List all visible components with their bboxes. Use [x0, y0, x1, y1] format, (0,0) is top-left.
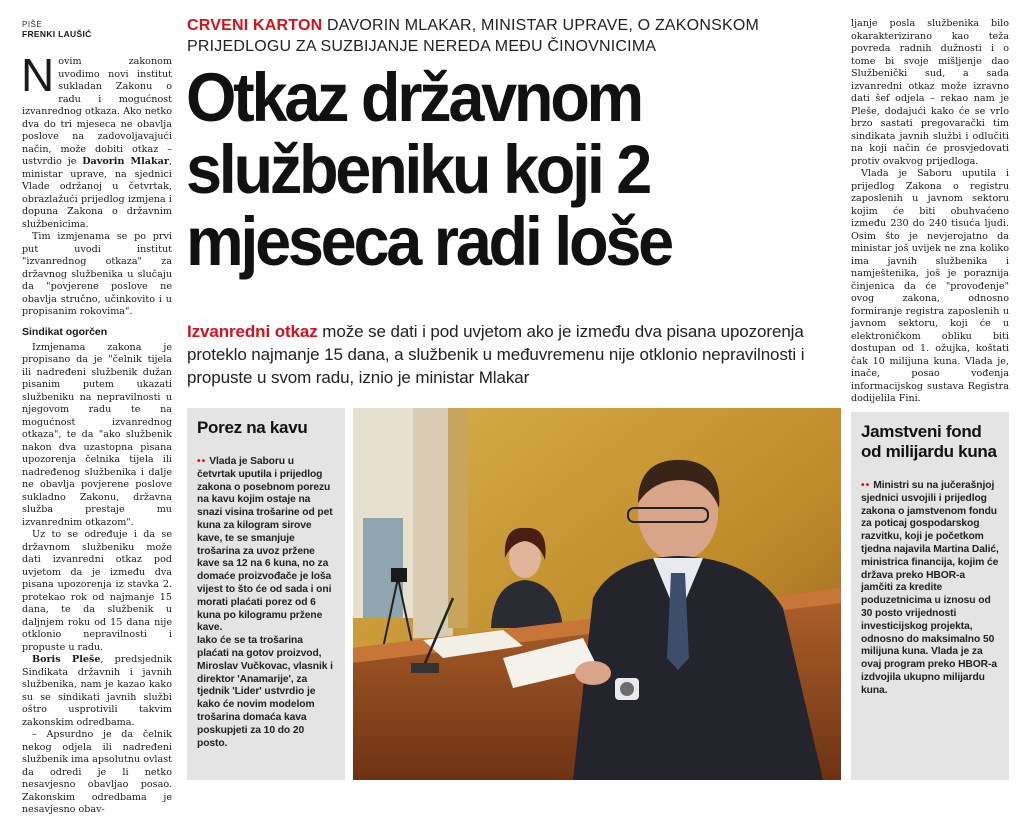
article-paragraph: Boris Pleše, predsjednik Sindikata državnih i javnih službenika, nam je kazao kako su se sindikati javnih službi oštro usprotivili takvim zakonskim odredbama. — [22, 654, 172, 728]
headline — [186, 59, 806, 280]
article-paragraph: Tim izmjenama se po prvi put uvodi institut "izvanrednog otkaza" za državnog službenika u slučaju da "povjerene poslove ne obavlja stručno, učinkovito i u propisanim rokovima". — [22, 231, 172, 317]
box-title: Jamstveni fond od milijardu kuna — [861, 422, 997, 461]
news-photo — [353, 408, 841, 780]
column-right — [851, 18, 1009, 406]
person-name: Davorin Mlakar — [82, 156, 169, 167]
article-paragraph: Novim zakonom uvodimo novi institut sukladan Zakonu o radu i mogućnost izvanrednog otkaza. Ako netko dva do tri mjeseca ne obavlja poslove na zadovoljavajući način, može dobiti otkaz – ustvrdio je Davorin Mlakar, ministar uprave, na sjednici Vlade održanoj u četvrtak, obrazlažući prijedlog izmjena i dopuna Zakona o državnim službenicima. — [21, 49, 172, 230]
headline-line-2: službeniku koji 2 — [186, 131, 650, 208]
sidebar-box-guarantee-fund — [851, 412, 1009, 780]
lead-paragraph — [187, 320, 842, 389]
column-left-top — [21, 49, 172, 319]
article-paragraph: ljanje posla službenika bilo okarakterizirano kao teža povreda radnih dužnosti i o tome bi svoje mišljenje dao Službenički sud, a sada izvanredni otkaz može izravno dati šef odjela – rekao nam je Pleše, dodajući kako će se vrlo brzo sastati pregovarački tim sindikata javnih službi i odlučiti na koji način će prosvjedovati protiv ovakvog prijedloga. — [851, 18, 1009, 167]
article-paragraph: Izmjenama zakona je propisano da je "čelnik tijela ili nadređeni službenik dužan pisanim putem ukazati službeniku na nepravilnosti u njegovom radu te na mogućnost izvanrednog otkaza", te da "ako službenik nakon dva uzastopna pisana upozorenja čelnika tijela ili nadređenog službenika i dalje ne obavlja povjerene poslove sukladno Zakonu, državna služba prestaje mu izvanrednim otkazom". — [22, 341, 172, 528]
lead-text: može se dati i pod uvjetom ako je između dva pisana upozorenja proteklo najmanje 15 dana, a službenik u međuvremenu nije otklonio nepravilnosti i propuste u svom radu, iznio je ministar Mlakar — [187, 322, 805, 387]
person-name: Boris Pleše — [32, 654, 101, 665]
lead-tag: Izvanredni otkaz — [187, 322, 318, 341]
drop-cap: N — [21, 49, 55, 101]
headline-line-3: mjeseca radi loše — [186, 203, 671, 280]
box-title: Porez na kavu — [197, 418, 308, 437]
column-left-bottom — [22, 320, 172, 817]
photo-illustration — [353, 408, 841, 780]
byline — [22, 20, 172, 39]
headline-line-1: Otkaz državnom — [186, 59, 641, 136]
article-paragraph: Vlada je Saboru uputila i prijedlog Zakona o registru zaposlenih u javnom sektoru kojim će biti obuhvaćeno između 230 do 240 tisuća ljudi. Osim što je nevjerojatno da ministar još uvijek ne zna koliko ima javnih službenika i namještenika, još je poraznija činjenica da će "provođenje" ovog zakona, odnosno formiranje registra zaposlenih u javnom sektoru, koji će u elektroničkom obliku biti dostupan od 1. ožujka, koštati čak 10 milijuna kuna. Vlada je, inače, posao vođenja informacijskog sustava Registra dodijelila Fini. — [851, 168, 1009, 404]
kicker — [187, 15, 837, 57]
sidebar-box-coffee-tax — [187, 408, 345, 780]
article-paragraph: – Apsurdno je da čelnik nekog odjela ili nadređeni službenik ima apsolutnu ovlast da odredi je li netko nesavjesno obavljao posao. Zakonskim odredbama je nesavjesno obav- — [22, 729, 172, 815]
byline-label: PIŠE — [22, 20, 43, 29]
box-text: •• Vlada je Saboru u četvrtak uputila i prijedlog zakona o posebnom porezu na kavu kojim ostaje na snazi visina trošarine od pet kuna za kilogram sirove kave, te se smanjuje trošarina za uvoz pržene kave sa 12 na 6 kuna, no za domaće proizvođače je loša vijest to što će od sada i oni morati plaćati porez od 6 kuna po kilogramu pržene kave. Iako će se ta trošarina plaćati na gotov proizvod, Miroslav Vučkovac, vlasnik i direktor 'Anamarije', za tjednik 'Lider' ustvrdio je kako će novim modelom trošarina domaća kava poskupjeti za 10 do 20 posto. — [197, 456, 333, 749]
kicker-text: DAVORIN MLAKAR, MINISTAR UPRAVE, O ZAKONSKOM PRIJEDLOGU ZA SUZBIJANJE NEREDA MEĐU ČINOVNICIMA — [187, 17, 759, 55]
subhead: Sindikat ogorčen — [22, 326, 108, 338]
bullet-dots-icon: •• — [861, 480, 871, 491]
box-text: •• Ministri su na jučerašnjoj sjednici usvojili i prijedlog zakona o jamstvenom fondu za poticaj gospodarskog razvitku, koji je početkom tjedna najavila Martina Dalić, ministrica financija, kojim će država preko HBOR-a jamčiti za kredite poduzetnicima u iznosu od 30 posto vrijednosti investicijskog projekta, odnosno do maksimalno 50 milijuna kuna. Vlada je za ovaj program preko HBOR-a izdvojila ukupno milijardu kuna. — [861, 480, 999, 696]
kicker-tag: CRVENI KARTON — [187, 17, 323, 34]
article-paragraph: Uz to se određuje i da se državnom službeniku može dati izvanredni otkaz pod uvjetom da je između dva pisana upozorenja iz stavka 2. protekao rok od najmanje 15 dana, te da službenik u daljnjem roku od 15 dana nije otklonio nepravilnosti i propuste u radu. — [22, 529, 172, 653]
bullet-dots-icon: •• — [197, 456, 207, 467]
byline-author: FRENKI LAUŠIĆ — [22, 29, 92, 39]
